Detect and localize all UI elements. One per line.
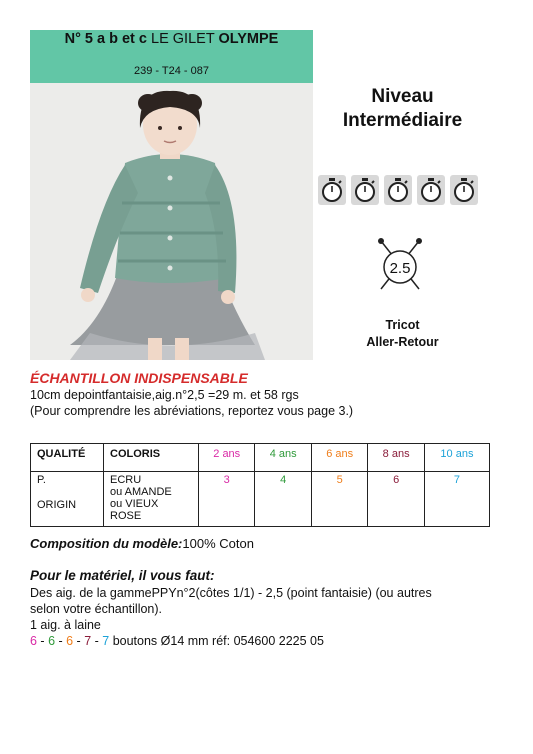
table-row — [31, 472, 490, 527]
quality-line1: P. — [37, 474, 46, 486]
table-header-row — [31, 444, 490, 472]
pattern-title — [30, 30, 313, 48]
child-cardigan-illustration — [30, 83, 313, 360]
col-quality: QUALITÉ — [31, 444, 104, 472]
difficulty-timers — [318, 175, 478, 205]
materiel-wool-needle: 1 aig. à laine — [30, 618, 101, 632]
materiel-needles: Des aig. de la gammePPYn°2(côtes 1/1) - 2,5 (point fantaisie) (ou autres — [30, 586, 432, 600]
model-photo — [30, 83, 313, 360]
size-8-ans: 8 ans — [368, 444, 424, 472]
echantillon-note: (Pour comprendre les abréviations, reportez vous page 3.) — [30, 404, 354, 418]
title-number: N° 5 a b et c — [64, 31, 147, 47]
stopwatch-icon — [318, 175, 346, 205]
qty-4-ans: 4 — [255, 472, 311, 527]
echantillon-gauge: 10cm depointfantaisie,aig.n°2,5 =29 m. et 58 rgs — [30, 388, 299, 402]
size-2-ans: 2 ans — [199, 444, 255, 472]
buttons-count-6-ans: 6 — [66, 634, 74, 648]
size-10-ans: 10 ans — [424, 444, 489, 472]
composition — [30, 536, 254, 551]
qty-6-ans: 5 — [311, 472, 367, 527]
technique — [330, 317, 475, 351]
materiel-heading: Pour le matériel, il vous faut: — [30, 568, 215, 583]
color-line2: ou AMANDE — [110, 486, 172, 498]
stopwatch-icon — [351, 175, 379, 205]
technique-line2: Aller-Retour — [366, 335, 439, 349]
level-value: Intermédiaire — [342, 110, 463, 131]
difficulty-level — [315, 85, 490, 133]
buttons-description: boutons Ø14 mm réf: 054600 2225 05 — [112, 634, 324, 648]
level-label: Niveau — [371, 86, 434, 107]
buttons-count-4-ans: 6 — [48, 634, 56, 648]
qty-2-ans: 3 — [199, 472, 255, 527]
color-line3: ou VIEUX ROSE — [110, 498, 159, 522]
title-name: OLYMPE — [218, 31, 279, 47]
materiel-needles-cont: selon votre échantillon). — [30, 602, 163, 616]
stopwatch-icon — [450, 175, 478, 205]
buttons-count-8-ans: 7 — [84, 634, 92, 648]
qty-10-ans: 7 — [424, 472, 489, 527]
yarn-quantity-table — [30, 443, 490, 527]
knitting-needle-icon — [375, 237, 425, 292]
composition-value: 100% Coton — [182, 536, 254, 551]
composition-label: Composition du modèle: — [30, 536, 183, 551]
pattern-header — [30, 30, 313, 83]
size-6-ans: 6 ans — [311, 444, 367, 472]
echantillon-heading: ÉCHANTILLON INDISPENSABLE — [30, 370, 248, 386]
size-4-ans: 4 ans — [255, 444, 311, 472]
needle-size: 2.5 — [389, 260, 411, 277]
title-middle: LE GILET — [151, 31, 215, 47]
color-line1: ECRU — [110, 474, 142, 486]
pattern-reference: 239 - T24 - 087 — [133, 65, 209, 77]
stopwatch-icon — [384, 175, 412, 205]
quality-cell — [31, 472, 104, 527]
color-cell — [104, 472, 199, 527]
technique-line1: Tricot — [385, 318, 420, 332]
stopwatch-icon — [417, 175, 445, 205]
materiel-buttons: 6 - 6 - 6 - 7 - 7 boutons Ø14 mm réf: 054600 2225 05 — [30, 634, 324, 648]
col-color: COLORIS — [104, 444, 199, 472]
buttons-count-2-ans: 6 — [30, 634, 37, 648]
qty-8-ans: 6 — [368, 472, 424, 527]
quality-line2: ORIGIN — [37, 499, 77, 511]
buttons-count-10-ans: 7 — [102, 634, 110, 648]
